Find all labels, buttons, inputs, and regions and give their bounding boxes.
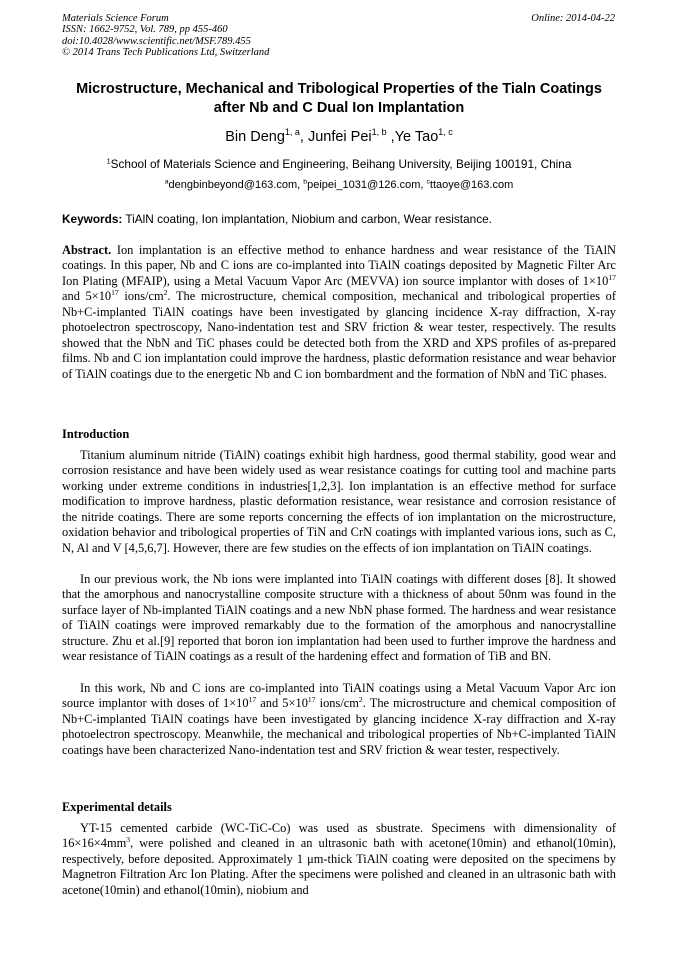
author-name: Bin Deng <box>225 129 285 145</box>
journal-name: Materials Science Forum <box>62 13 169 24</box>
paragraph-text: , were polished and cleaned in an ultrasonic bath with acetone(10min) and ethanol(10min), respectively, before deposited. Approximately 1 μm-thick TiAlN coating were deposited on the specimens by Magnetron Filtration Arc Ion Plating. After the specimens were polished and cleaned in an ultrasonic bath with acetone(10min) and ethanol(10min), niobium and <box>62 836 616 897</box>
keywords-text: TiAlN coating, Ion implantation, Niobium and carbon, Wear resistance. <box>125 212 492 226</box>
email-separator: , <box>297 179 304 191</box>
email-address: dengbinbeyond@163.com <box>168 179 298 191</box>
online-date: Online: 2014-04-22 <box>531 13 615 24</box>
affiliation-mark: 1 <box>106 156 111 166</box>
abstract <box>62 243 616 382</box>
email-list <box>62 178 616 192</box>
author-separator: , <box>386 129 395 145</box>
abstract-text: ions/cm <box>118 289 164 304</box>
email-mark: a <box>164 178 169 186</box>
abstract-text: and 5×10 <box>62 289 112 304</box>
exponent: 17 <box>307 695 316 705</box>
keywords <box>62 212 616 227</box>
abstract-label: Abstract. <box>62 243 112 257</box>
paper-title: Microstructure, Mechanical and Tribological Properties of the Tialn Coatings after Nb and C Dual Ion Implantation <box>76 81 602 116</box>
author-name: Junfei Pei <box>307 129 372 145</box>
intro-paragraph-2: In our previous work, the Nb ions were implanted into TiAlN coatings with different doses [8]. It showed that the amorphous and nanocrystalline composite structure with a thickness of about 50nm was found in the surface layer of Nb-implanted TiAlN coatings and a new NbN phase formed. The hardness and wear resistance of TiAlN coatings were improved remarkably due to the formation of the amorphous and nanocrystalline structure. Zhu et al.[9] reported that boron ion implantation had been used to further improve the hardness and wear resistance of TiAlN coatings as a result of the hardening effect and formation of TiB and BN. <box>62 572 616 664</box>
paragraph-text: ions/cm <box>315 696 359 711</box>
intro-paragraph-3 <box>62 681 616 758</box>
section-heading-introduction: Introduction <box>62 427 130 441</box>
affiliation <box>62 157 616 172</box>
email-separator: , <box>420 179 427 191</box>
email-address: peipei_1031@126.com <box>307 179 421 191</box>
email-mark: c <box>426 178 430 186</box>
exponent: 3 <box>126 835 131 845</box>
author-separator: , <box>299 129 308 145</box>
author-marks: 1, a <box>284 127 300 138</box>
copyright-line: © 2014 Trans Tech Publications Ltd, Switzerland <box>62 47 270 59</box>
paragraph-text: YT-15 cemented carbide (WC-TiC-Co) was used as sbustrate. Specimens with dimensionality of 16×16×4mm <box>62 821 616 851</box>
abstract-text: . The microstructure, chemical composition, mechanical and tribological properties of Nb+C-implanted TiAlN coatings have been investigated by glancing incidence X-ray diffraction, X-ray photoelectron spectroscopy, Nano-indentation test and SRV friction & wear tester, respectively. The results showed that the NbN and TiC phases could be detected both from the XRD and XPS profiles of as-prepared films. Nb and C ion implantation could improve the hardness, plastic deformation resistance and wear behavior of TiAlN coatings due to the energetic Nb and C ion bombardment and the formation of NbN and TiC phases. <box>62 289 616 381</box>
issn-line: ISSN: 1662-9752, Vol. 789, pp 455-460 <box>62 24 228 36</box>
intro-paragraph-1: Titanium aluminum nitride (TiAlN) coatings exhibit high hardness, good thermal stability, good wear and corrosion resistance and have been widely used as wear resistance coatings for cutting tool and machine parts working under extreme conditions in industries[1,2,3]. Ion implantation is an effective method for surface modification to improve hardness, plastic deformation resistance, wear resistance and corrosion resistance of the nitride coatings. There are some reports concerning the effects of ion implantation on the microstructure, oxidation behavior and tribological properties of TiN and CrN coatings with implanted various ions, such as C, N, Al and V [4,5,6,7]. However, there are few studies on the effects of ion implantation on TiAlN coatings. <box>62 448 616 555</box>
abstract-text: Ion implantation is an effective method to enhance hardness and wear resistance of the TiAlN coatings. In this paper, Nb and C ions are co-implanted into TiAlN coatings deposited by Magnetic Filter Arc Ion Plating (MFAIP), using a Metal Vacuum Vapor Arc (MEVVA) ion source implantor with doses of 1×10 <box>62 243 616 288</box>
email-address: ttaoye@163.com <box>429 179 514 191</box>
exponent: 2 <box>163 288 168 298</box>
paragraph-text: In this work, Nb and C ions are co-implanted into TiAlN coatings using a Metal Vacuum Vapor Arc ion source implantor with doses of 1×10 <box>62 681 616 711</box>
author-marks: 1, b <box>371 127 387 138</box>
journal-header <box>62 13 269 59</box>
email-mark: b <box>303 178 308 186</box>
exponent: 2 <box>358 695 363 705</box>
experimental-paragraph-1 <box>62 821 616 898</box>
author-list <box>62 128 616 146</box>
exponent: 17 <box>248 695 257 705</box>
author-marks: 1, c <box>438 127 453 138</box>
exponent: 17 <box>111 288 119 298</box>
paragraph-text: and 5×10 <box>256 696 308 711</box>
section-heading-experimental: Experimental details <box>62 800 172 814</box>
doi-line: doi:10.4028/www.scientific.net/MSF.789.455 <box>62 35 251 47</box>
keywords-label: Keywords: <box>62 212 123 226</box>
author-name: Ye Tao <box>394 129 439 145</box>
paragraph-text: . The microstructure and chemical composition of Nb+C-implanted TiAlN coatings have been investigated by glancing incidence X-ray diffraction and X-ray photoelectron spectroscopy. Meanwhile, the mechanical and tribological properties of Nb+C-implanted TiAlN coatings have been characterized Nano-indentation test and SRV friction & wear tester, respectively. <box>62 696 616 757</box>
exponent: 17 <box>608 272 616 282</box>
affiliation-text: School of Materials Science and Engineering, Beihang University, Beijing 100191, China <box>110 157 572 171</box>
